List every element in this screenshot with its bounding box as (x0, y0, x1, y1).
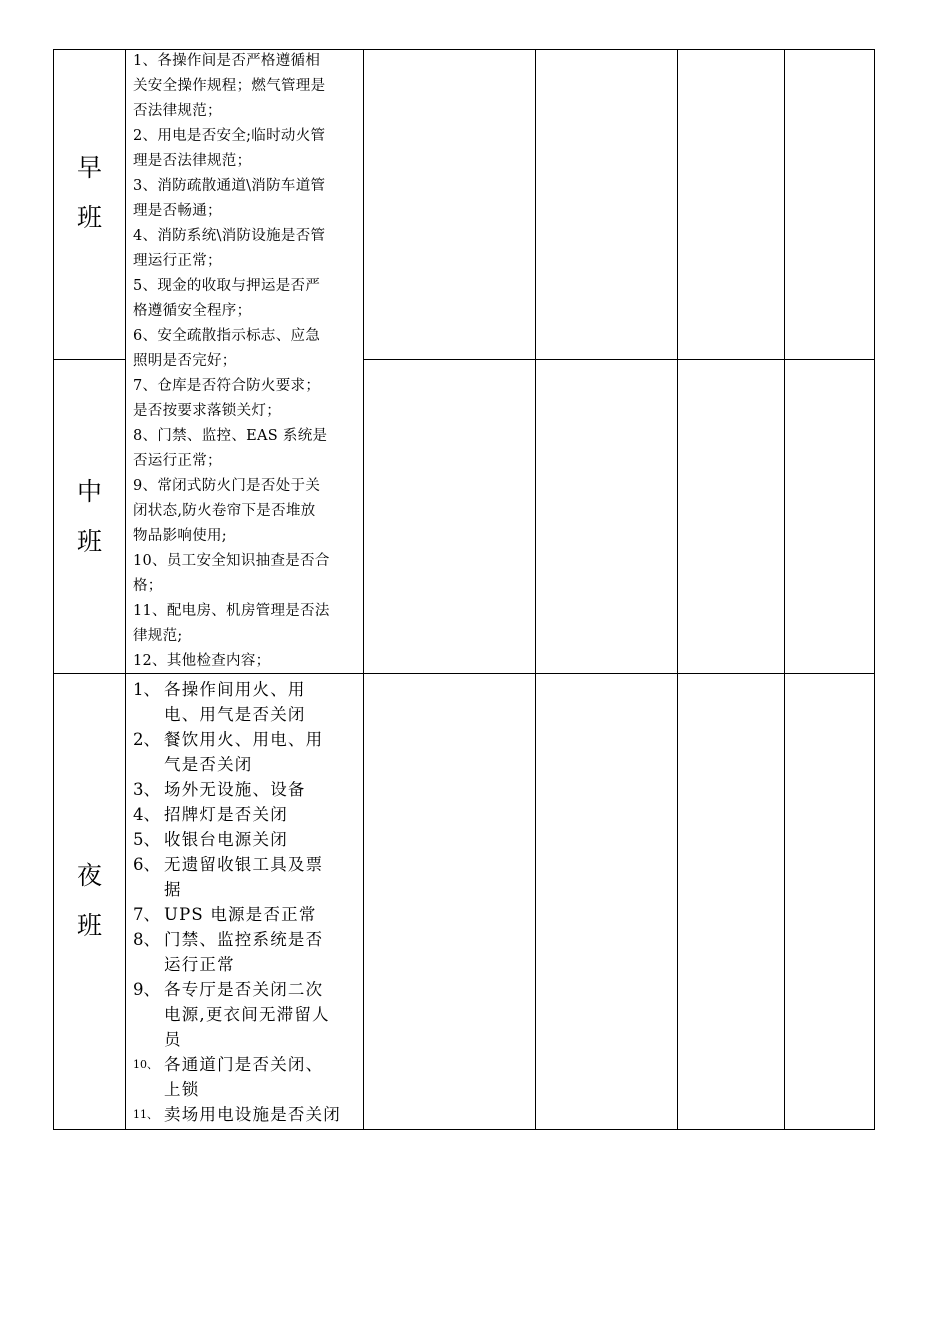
checklist-line: 理是否畅通； (133, 203, 222, 219)
checklist-line: 12、其他检查内容； (133, 653, 271, 669)
night-checklist-item (133, 902, 358, 927)
checklist-line: 否运行正常； (133, 453, 222, 469)
item-number: 6、 (133, 855, 160, 874)
shift-char: 班 (76, 911, 102, 940)
checklist-line: 否法律规范； (133, 103, 222, 119)
checklist-line: 4、消防系统\消防设施是否管 (133, 228, 326, 244)
item-text: 餐饮用火、用电、用 (164, 730, 324, 749)
item-number: 11、 (133, 1108, 158, 1121)
item-number: 5、 (133, 830, 160, 849)
item-number: 8、 (133, 930, 160, 949)
table-bottom-border (53, 1129, 875, 1130)
shift-char: 班 (76, 203, 102, 232)
checklist-line: 理是否法律规范； (133, 153, 252, 169)
item-text: 各操作间用火、用 (164, 680, 306, 699)
shift-label-middle (54, 467, 125, 567)
checklist-line: 理运行正常； (133, 253, 222, 269)
checklist-line: 关安全操作规程；燃气管理是 (133, 78, 326, 94)
shift-label-night (54, 851, 125, 951)
col-border-4 (677, 49, 678, 1130)
night-checklist-item (133, 852, 358, 877)
checklist-line: 10、员工安全知识抽查是否合 (133, 553, 330, 569)
shift-char: 班 (76, 527, 102, 556)
shift-char: 早 (76, 153, 102, 182)
item-text: 收银台电源关闭 (164, 830, 288, 849)
checklist-line: 照明是否完好； (133, 353, 237, 369)
item-text: 各专厅是否关闭二次 (164, 980, 324, 999)
item-text: 招牌灯是否关闭 (164, 805, 288, 824)
night-checklist-item (133, 677, 358, 702)
item-text-continuation: 据 (164, 880, 182, 899)
checklist-line: 律规范; (133, 628, 183, 644)
row-divider-morning-middle-left (53, 359, 126, 360)
checklist-line: 11、配电房、机房管理是否法 (133, 603, 330, 619)
col-border-3 (535, 49, 536, 1130)
day-checklist (133, 49, 358, 674)
shift-char: 中 (76, 477, 102, 506)
night-checklist-item (133, 1102, 358, 1127)
col-border-shift (125, 49, 126, 1130)
item-text: 无遗留收银工具及票 (164, 855, 324, 874)
night-checklist-item (133, 827, 358, 852)
checklist-line: 2、用电是否安全;临时动火管 (133, 128, 326, 144)
night-checklist (133, 677, 358, 1127)
checklist-line: 9、常闭式防火门是否处于关 (133, 478, 321, 494)
item-number: 10、 (133, 1058, 158, 1071)
checklist-line: 物品影响使用; (133, 528, 227, 544)
night-checklist-item (133, 977, 358, 1002)
item-text: UPS 电源是否正常 (164, 905, 317, 924)
checklist-line: 8、门禁、监控、EAS 系统是 (133, 428, 328, 444)
checklist-line: 3、消防疏散通道\消防车道管 (133, 178, 326, 194)
item-text: 门禁、监控系统是否 (164, 930, 324, 949)
night-checklist-item (133, 777, 358, 802)
checklist-line: 格遵循安全程序； (133, 303, 252, 319)
item-text-continuation: 气是否关闭 (164, 755, 253, 774)
item-number: 9、 (133, 980, 160, 999)
item-number: 4、 (133, 805, 160, 824)
col-border-items (363, 49, 364, 1130)
col-border-5 (784, 49, 785, 1130)
item-text-continuation: 员 (164, 1030, 182, 1049)
checklist-line: 5、现金的收取与押运是否严 (133, 278, 321, 294)
col-border-right (874, 49, 875, 1130)
item-text-continuation: 电、用气是否关闭 (164, 705, 306, 724)
item-text-continuation: 运行正常 (164, 955, 235, 974)
shift-label-morning (54, 143, 125, 243)
item-text: 场外无设施、设备 (164, 780, 306, 799)
checklist-line: 闭状态,防火卷帘下是否堆放 (133, 503, 316, 519)
checklist-line: 格； (133, 578, 163, 594)
item-number: 7、 (133, 905, 160, 924)
checklist-line: 6、安全疏散指示标志、应急 (133, 328, 321, 344)
shift-char: 夜 (76, 861, 102, 890)
checklist-line: 7、仓库是否符合防火要求； (133, 378, 321, 394)
item-number: 3、 (133, 780, 160, 799)
item-text-continuation: 上锁 (164, 1080, 200, 1099)
item-number: 2、 (133, 730, 160, 749)
item-text: 各通道门是否关闭、 (164, 1055, 324, 1074)
item-text-continuation: 电源,更衣间无滞留人 (164, 1005, 330, 1024)
night-checklist-item (133, 927, 358, 952)
night-checklist-item (133, 1052, 358, 1077)
item-text: 卖场用电设施是否关闭 (164, 1105, 341, 1124)
row-divider-morning-middle-right (363, 359, 875, 360)
checklist-line: 1、各操作间是否严格遵循相 (133, 53, 321, 69)
night-checklist-item (133, 802, 358, 827)
item-number: 1、 (133, 680, 160, 699)
night-checklist-item (133, 727, 358, 752)
checklist-line: 是否按要求落锁关灯； (133, 403, 281, 419)
